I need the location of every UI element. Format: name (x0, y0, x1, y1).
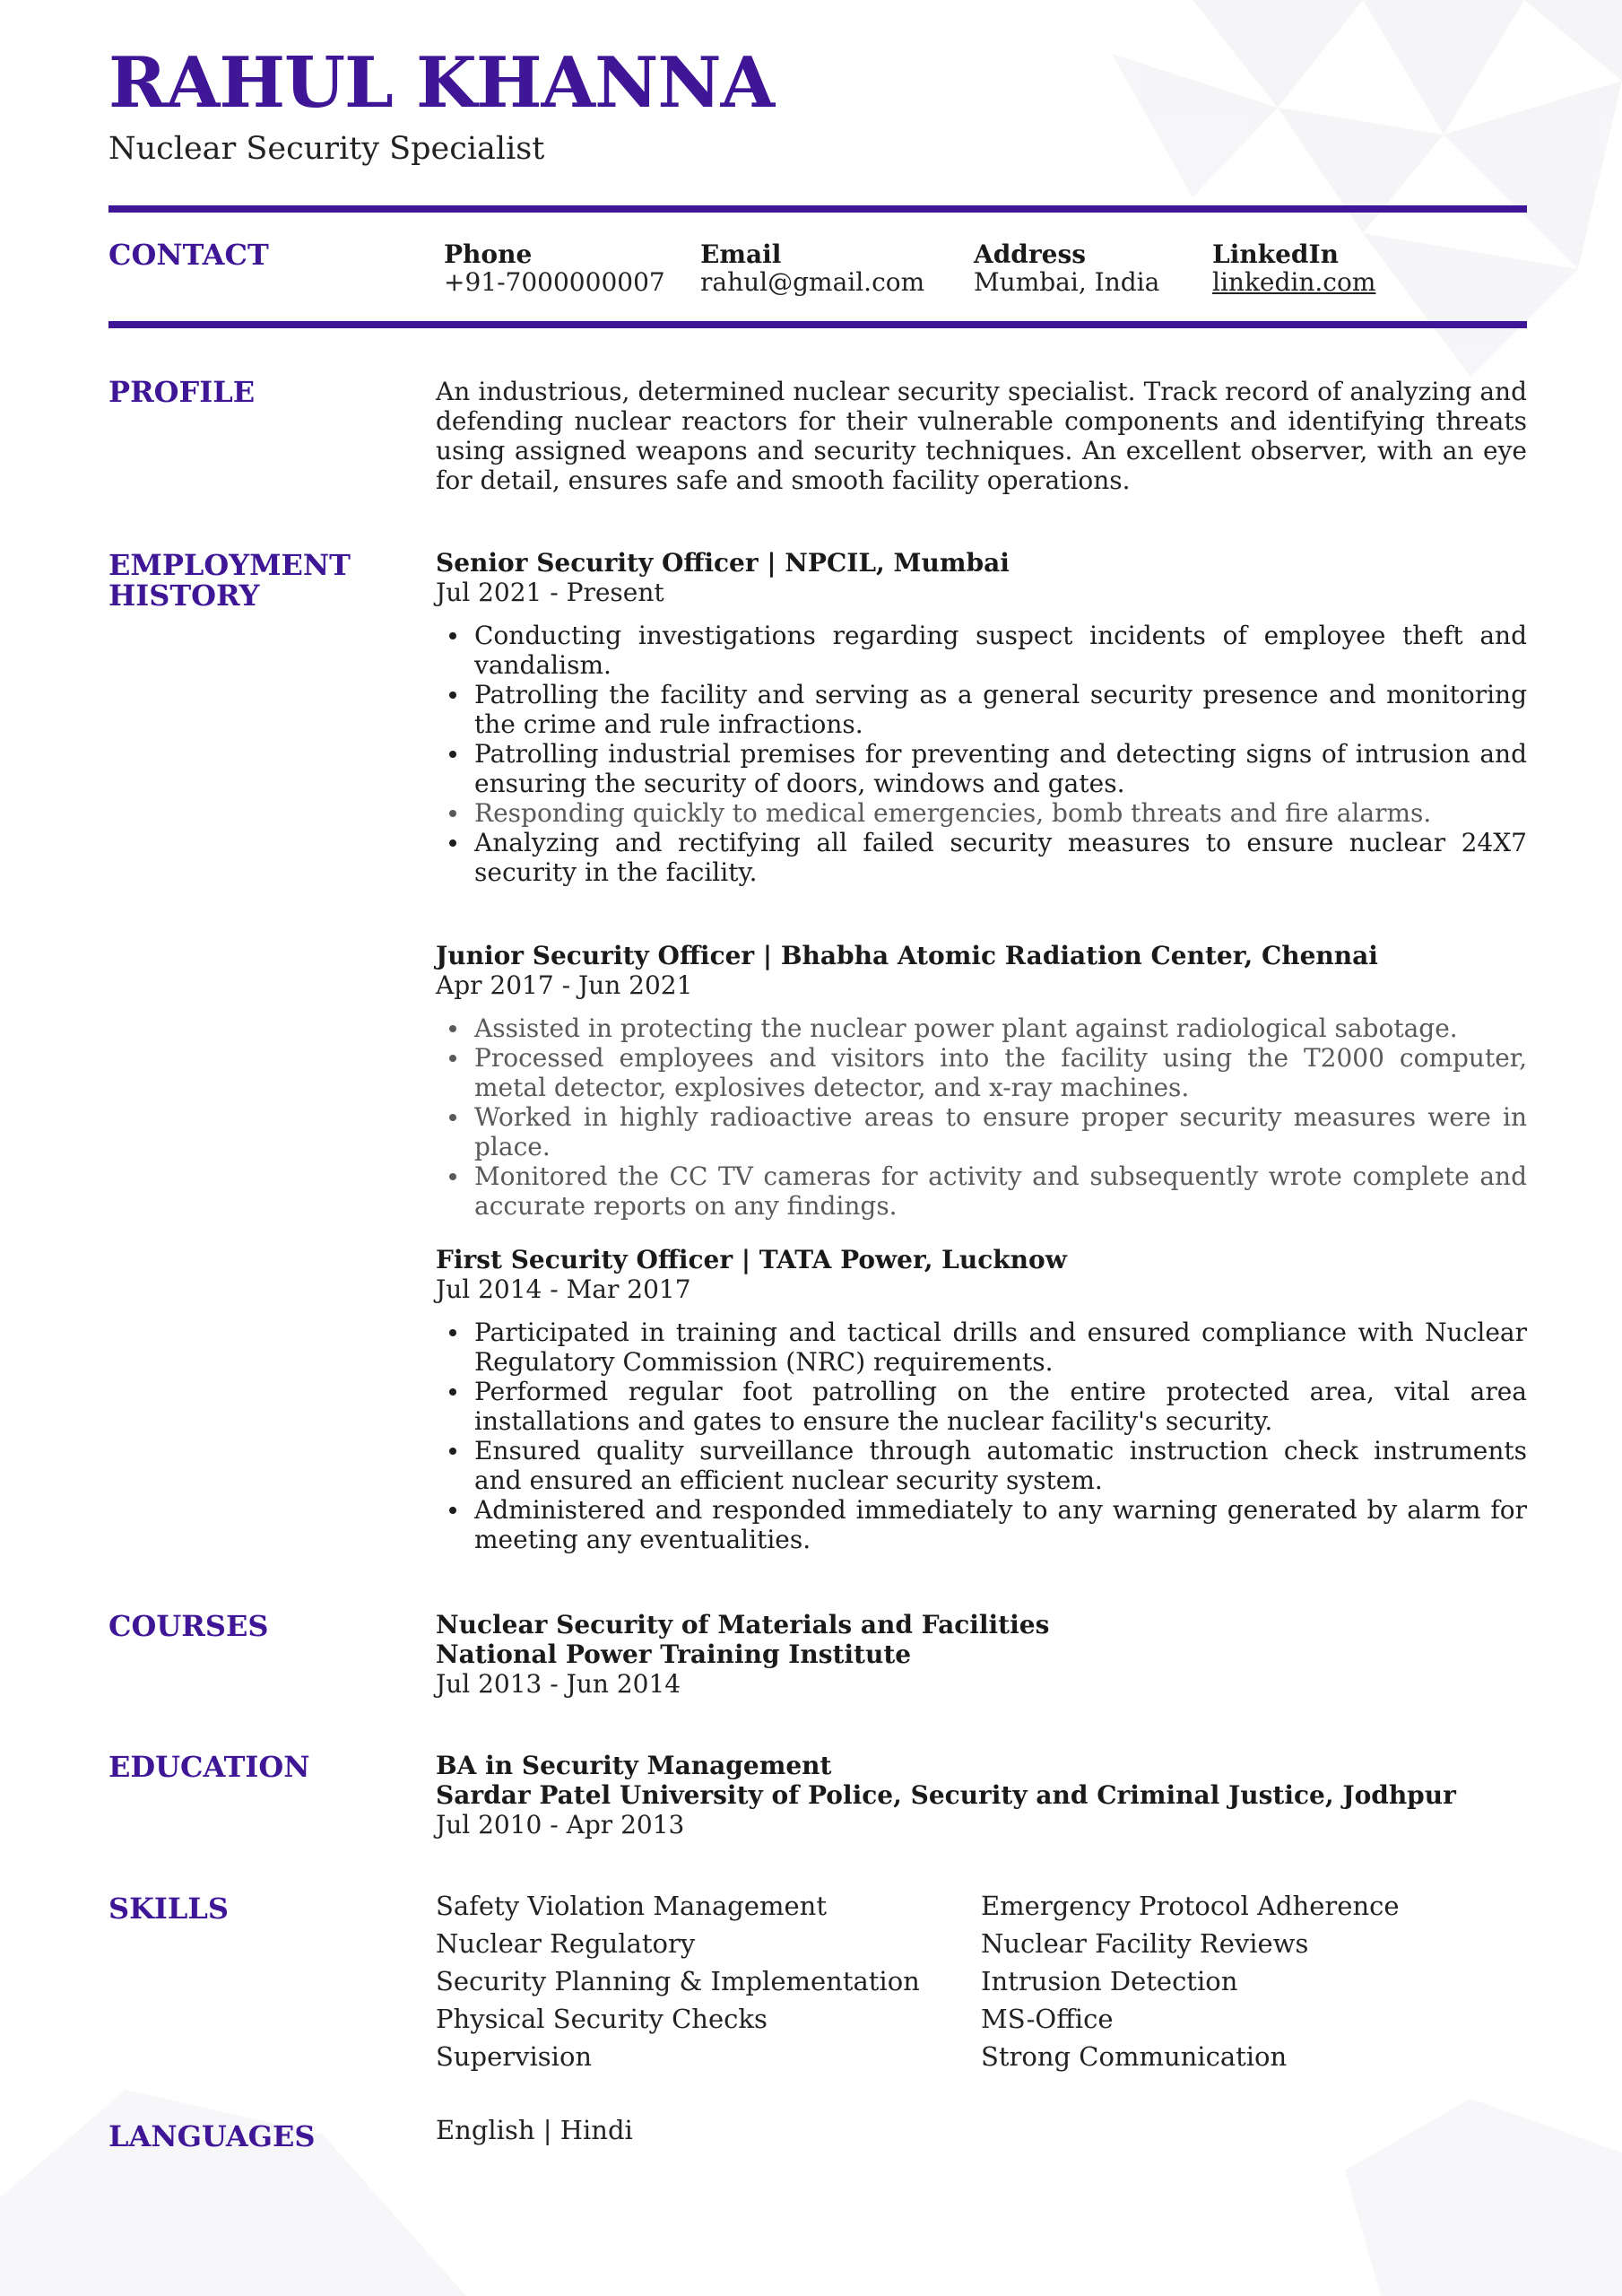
employment-heading: EMPLOYMENT HISTORY (108, 548, 351, 613)
duty-item: Monitored the CC TV cameras for activity and subsequently wrote complete and accurate reports on any findings. (436, 1161, 1527, 1221)
job-title: First Security Officer | TATA Power, Lucknow (436, 1245, 1067, 1274)
course-institute: National Power Training Institute (436, 1639, 912, 1669)
education-dates: Jul 2010 - Apr 2013 (436, 1810, 685, 1839)
languages-heading: LANGUAGES (108, 2119, 316, 2153)
duty-item: Patrolling the facility and serving as a general security presence and monitoring the crime and rule infractions. (436, 680, 1527, 739)
skill-item: Nuclear Regulatory (436, 1928, 696, 1959)
job-dates: Jul 2021 - Present (436, 578, 664, 607)
job-title: Senior Security Officer | NPCIL, Mumbai (436, 548, 1010, 578)
profile-heading: PROFILE (108, 375, 256, 409)
skill-item: Nuclear Facility Reviews (981, 1928, 1309, 1959)
courses-heading: COURSES (108, 1609, 269, 1643)
skill-item: Security Planning & Implementation (436, 1966, 920, 1996)
job-duties (436, 1013, 1527, 1221)
skill-item: Strong Communication (981, 2041, 1288, 2072)
duty-item: Ensured quality surveillance through automatic instruction check instruments and ensured an efficient nuclear security system. (436, 1436, 1527, 1495)
address-value: Mumbai, India (974, 267, 1160, 297)
address-label: Address (974, 239, 1086, 269)
job-entry (436, 941, 1527, 1221)
contact-linkedin (1212, 240, 1375, 296)
duty-item: Worked in highly radioactive areas to ensure proper security measures were in place. (436, 1102, 1527, 1161)
degree-name: BA in Security Management (436, 1751, 832, 1780)
job-duties (436, 621, 1527, 887)
course-dates: Jul 2013 - Jun 2014 (436, 1669, 681, 1699)
contact-bottom-divider (108, 321, 1527, 328)
candidate-title: Nuclear Security Specialist (108, 131, 545, 167)
school-name: Sardar Patel University of Police, Security and Criminal Justice, Jodhpur (436, 1780, 1456, 1810)
duty-item: Processed employees and visitors into the facility using the T2000 computer, metal detector, explosives detector, and x-ray machines. (436, 1043, 1527, 1102)
job-duties (436, 1318, 1527, 1554)
contact-phone (444, 240, 665, 296)
linkedin-link[interactable]: linkedin.com (1212, 267, 1376, 297)
profile-text: An industrious, determined nuclear security specialist. Track record of analyzing and defending nuclear reactors for their vulnerable components and identifying threats using assigned weapons and security techniques. An excellent observer, with an eye for detail, ensures safe and smooth facility operations. (436, 377, 1527, 495)
languages-list: English | Hindi (436, 2115, 633, 2145)
duty-item: Administered and responded immediately to any warning generated by alarm for meeting any eventualities. (436, 1495, 1527, 1554)
skill-item: MS-Office (981, 2004, 1114, 2034)
skill-item: Intrusion Detection (981, 1966, 1238, 1996)
contact-email (700, 240, 924, 296)
skills-heading: SKILLS (108, 1892, 229, 1926)
duty-item: Conducting investigations regarding suspect incidents of employee theft and vandalism. (436, 621, 1527, 680)
job-dates: Apr 2017 - Jun 2021 (436, 970, 693, 1000)
job-dates: Jul 2014 - Mar 2017 (436, 1274, 691, 1304)
skills-list (436, 1887, 1527, 2075)
education-entry (436, 1751, 1527, 1839)
candidate-name: RAHUL KHANNA (108, 42, 775, 124)
duty-item: Responding quickly to medical emergencies, bomb threats and fire alarms. (436, 798, 1527, 828)
duty-item: Analyzing and rectifying all failed security measures to ensure nuclear 24X7 security in the facility. (436, 828, 1527, 887)
skill-item: Safety Violation Management (436, 1891, 827, 1921)
job-entry (436, 548, 1527, 887)
course-entry (436, 1610, 1527, 1699)
job-entry (436, 1245, 1527, 1554)
job-title: Junior Security Officer | Bhabha Atomic Radiation Center, Chennai (436, 941, 1378, 970)
contact-heading: CONTACT (108, 238, 269, 272)
skill-item: Supervision (436, 2041, 593, 2072)
contact-address (974, 240, 1159, 296)
duty-item: Performed regular foot patrolling on the entire protected area, vital area installations and gates to ensure the nuclear facility's security. (436, 1377, 1527, 1436)
phone-label: Phone (444, 239, 533, 269)
email-value: rahul@gmail.com (700, 267, 925, 297)
linkedin-label: LinkedIn (1212, 239, 1339, 269)
duty-item: Participated in training and tactical drills and ensured compliance with Nuclear Regulatory Commission (NRC) requirements. (436, 1318, 1527, 1377)
education-heading: EDUCATION (108, 1750, 310, 1784)
duty-item: Assisted in protecting the nuclear power plant against radiological sabotage. (436, 1013, 1527, 1043)
email-label: Email (700, 239, 782, 269)
duty-item: Patrolling industrial premises for preventing and detecting signs of intrusion and ensuring the security of doors, windows and gates. (436, 739, 1527, 798)
skill-item: Emergency Protocol Adherence (981, 1891, 1400, 1921)
course-name: Nuclear Security of Materials and Facilities (436, 1610, 1050, 1639)
skill-item: Physical Security Checks (436, 2004, 768, 2034)
top-divider (108, 205, 1527, 213)
phone-value: +91-7000000007 (444, 267, 665, 297)
